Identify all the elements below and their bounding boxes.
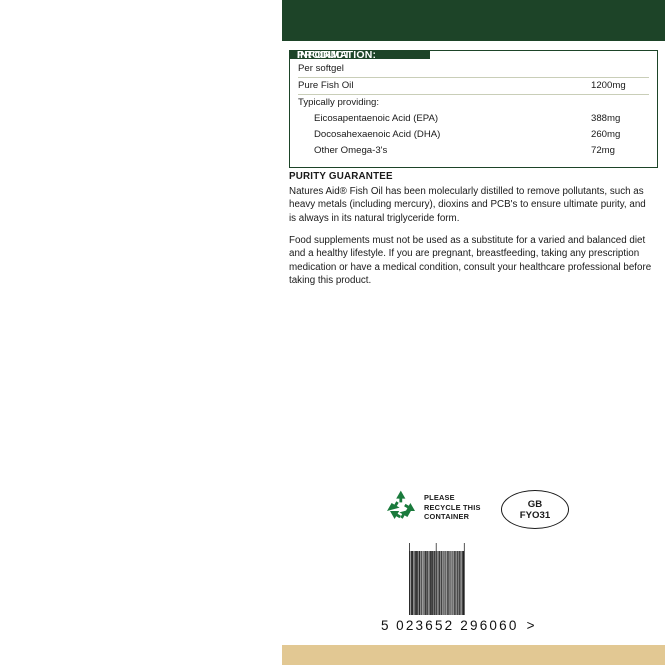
barcode-tail-symbol: > — [526, 618, 535, 633]
nutrient-name: Typically providing: — [298, 97, 380, 108]
nutrient-name: Other Omega-3's — [314, 145, 388, 156]
nutrient-name: Eicosapentaenoic Acid (EPA) — [314, 113, 439, 124]
barcode — [409, 543, 544, 615]
disclaimer-paragraph: Food supplements must not be used as a substitute for a varied and balanced diet and a healthy lifestyle. If you are pregnant, breastfeeding, taking any prescription medication or have a medical condition, consult your healthcare professional before taking this product. — [289, 235, 652, 287]
nutrient-amount: 260mg — [591, 129, 621, 140]
nutrient-amount: 1200mg — [591, 80, 626, 91]
table-row — [298, 143, 649, 159]
product-information-box — [289, 50, 658, 168]
purity-guarantee-paragraph: Natures Aid® Fish Oil has been molecularly distilled to remove pollutants, such as heavy metals (including mercury), dioxins and PCB's to ensure ultimate purity, and is always in its natural triglyceride form. — [289, 186, 646, 224]
recycle-icon — [384, 489, 418, 526]
green-dot-mark — [501, 490, 569, 529]
green-dot-country: GB — [527, 498, 543, 510]
product-label-panel — [141, 0, 652, 665]
top-green-band — [282, 0, 665, 41]
product-information-header: PRODUCT INFORMATION: — [290, 51, 430, 59]
nutrient-name: Pure Fish Oil — [298, 80, 354, 91]
nutrient-amount: 72mg — [591, 145, 615, 156]
barcode-main-digits: 023652 296060 — [396, 618, 519, 633]
bottom-gold-band — [282, 645, 665, 665]
table-row — [298, 127, 649, 143]
serving-label: Per softgel — [298, 63, 344, 74]
recycle-mark — [384, 489, 481, 526]
table-row — [298, 95, 649, 111]
recycle-text-line3: CONTAINER — [424, 512, 470, 522]
nutrient-name: Docosahexaenoic Acid (DHA) — [314, 129, 441, 140]
barcode-bars — [409, 543, 465, 615]
recycle-text-line2: RECYCLE THIS — [424, 502, 481, 512]
barcode-lead-digit: 5 — [381, 618, 391, 633]
product-information-header-row — [290, 51, 657, 59]
recycle-text-line1: PLEASE — [424, 493, 455, 503]
nutrient-amount: 388mg — [591, 113, 621, 124]
product-information-body — [290, 59, 657, 167]
serving-row — [298, 61, 649, 77]
table-row — [298, 111, 649, 127]
green-dot-code: FYO31 — [519, 509, 551, 521]
purity-guarantee-title: PURITY GUARANTEE — [289, 171, 393, 182]
nutrient-amount — [591, 97, 649, 108]
table-row — [298, 78, 649, 94]
barcode-digits — [381, 618, 571, 633]
recycle-text — [424, 493, 481, 521]
serving-amount — [591, 63, 649, 74]
